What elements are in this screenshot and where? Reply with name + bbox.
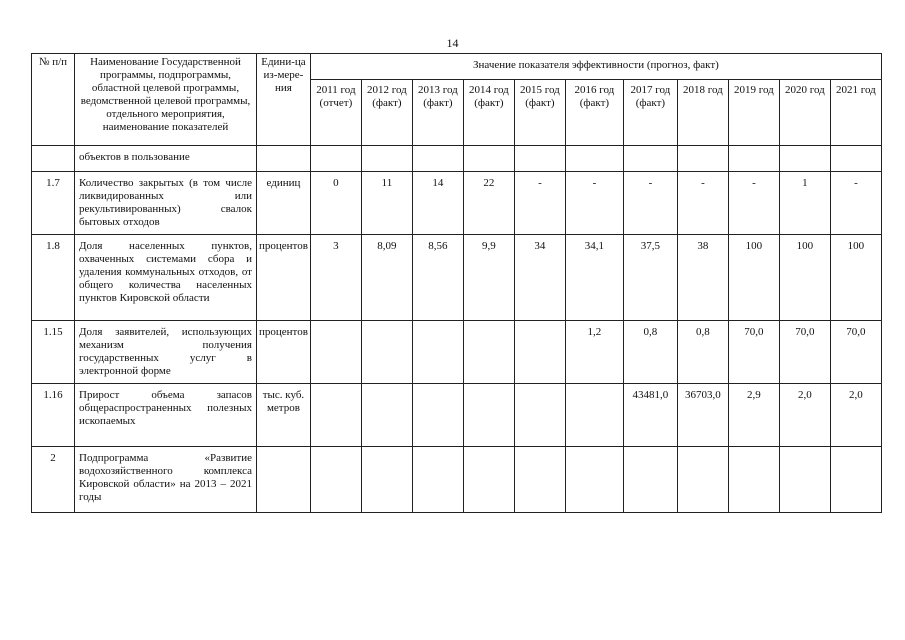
page-number: 14: [446, 36, 459, 50]
row-value: [463, 384, 514, 447]
table-row: [32, 235, 882, 321]
row-value: 34: [514, 235, 565, 321]
header-year: 2012 год (факт): [361, 80, 412, 146]
header-name: Наименование Государственной программы, подпрограммы, областной целевой программы, ведомственной целевой программы, отдельного мероприятия, наименование показателей: [75, 54, 257, 146]
row-num: 1.15: [32, 321, 75, 384]
row-value: [565, 447, 623, 513]
table-body: [32, 146, 882, 513]
row-value: 2,0: [830, 384, 881, 447]
row-value: [412, 321, 463, 384]
header-year: 2019 год: [728, 80, 779, 146]
indicators-table: [31, 53, 882, 513]
row-value: 0,8: [677, 321, 728, 384]
row-value: [677, 146, 728, 172]
row-num: 1.8: [32, 235, 75, 321]
row-value: [361, 447, 412, 513]
header-year: 2013 год (факт): [412, 80, 463, 146]
table-row: [32, 384, 882, 447]
row-value: [412, 447, 463, 513]
row-value: [830, 146, 881, 172]
row-num: 1.16: [32, 384, 75, 447]
row-value: [514, 384, 565, 447]
header-year: 2014 год (факт): [463, 80, 514, 146]
row-value: [779, 146, 830, 172]
row-value: 14: [412, 172, 463, 235]
row-value: 100: [830, 235, 881, 321]
row-value: [412, 146, 463, 172]
row-value: [514, 447, 565, 513]
row-value: 8,09: [361, 235, 412, 321]
row-value: -: [514, 172, 565, 235]
table-row: [32, 321, 882, 384]
row-value: 0,8: [623, 321, 677, 384]
row-value: [830, 447, 881, 513]
row-name: Прирост объема запасов общераспространенных полезных ископаемых: [75, 384, 257, 447]
row-value: [310, 447, 361, 513]
row-value: [728, 146, 779, 172]
row-value: 9,9: [463, 235, 514, 321]
row-unit: тыс. куб. метров: [257, 384, 311, 447]
row-unit: процентов: [257, 321, 311, 384]
row-value: [361, 384, 412, 447]
table-header: [32, 54, 882, 146]
row-name: Доля населенных пунктов, охваченных системами сбора и удаления коммунальных отходов, от общего количества населенных пунктов Кировской области: [75, 235, 257, 321]
row-value: [514, 146, 565, 172]
row-value: [677, 447, 728, 513]
row-value: [361, 321, 412, 384]
row-value: [310, 384, 361, 447]
row-value: 37,5: [623, 235, 677, 321]
row-unit: [257, 447, 311, 513]
row-value: [623, 447, 677, 513]
row-value: [463, 321, 514, 384]
row-value: [412, 384, 463, 447]
header-year: 2015 год (факт): [514, 80, 565, 146]
row-value: [565, 384, 623, 447]
row-value: 100: [779, 235, 830, 321]
row-value: 3: [310, 235, 361, 321]
row-value: [310, 146, 361, 172]
row-value: [463, 146, 514, 172]
row-value: -: [830, 172, 881, 235]
row-value: 1,2: [565, 321, 623, 384]
header-year: 2011 год (отчет): [310, 80, 361, 146]
header-values-title: Значение показателя эффективности (прогноз, факт): [310, 54, 881, 80]
row-name: Доля заявителей, использующих механизм получения государственных услуг в электронной форме: [75, 321, 257, 384]
row-value: [361, 146, 412, 172]
row-num: 1.7: [32, 172, 75, 235]
row-unit: единиц: [257, 172, 311, 235]
row-value: -: [728, 172, 779, 235]
row-value: -: [677, 172, 728, 235]
row-value: 70,0: [779, 321, 830, 384]
row-value: 0: [310, 172, 361, 235]
row-value: 2,9: [728, 384, 779, 447]
row-value: [623, 146, 677, 172]
row-value: 8,56: [412, 235, 463, 321]
table-row: [32, 447, 882, 513]
row-value: 22: [463, 172, 514, 235]
table-row: [32, 146, 882, 172]
row-value: 38: [677, 235, 728, 321]
row-name: Количество закрытых (в том числе ликвидированных или рекультивированных) свалок бытовых отходов: [75, 172, 257, 235]
row-value: -: [565, 172, 623, 235]
header-year: 2020 год: [779, 80, 830, 146]
row-value: 11: [361, 172, 412, 235]
row-value: [779, 447, 830, 513]
row-value: 2,0: [779, 384, 830, 447]
row-unit: [257, 146, 311, 172]
row-name: объектов в пользование: [75, 146, 257, 172]
row-value: 100: [728, 235, 779, 321]
header-num: № п/п: [32, 54, 75, 146]
header-year: 2017 год (факт): [623, 80, 677, 146]
row-value: 34,1: [565, 235, 623, 321]
header-unit: Едини-ца из-мере-ния: [257, 54, 311, 146]
header-year: 2016 год (факт): [565, 80, 623, 146]
row-value: [728, 447, 779, 513]
row-value: [463, 447, 514, 513]
header-year: 2021 год: [830, 80, 881, 146]
row-value: 70,0: [728, 321, 779, 384]
row-value: -: [623, 172, 677, 235]
row-name: Подпрограмма «Развитие водохозяйственного комплекса Кировской области» на 2013 – 2021 годы: [75, 447, 257, 513]
row-value: 36703,0: [677, 384, 728, 447]
row-value: [310, 321, 361, 384]
row-value: 43481,0: [623, 384, 677, 447]
row-value: 70,0: [830, 321, 881, 384]
row-num: [32, 146, 75, 172]
row-value: [565, 146, 623, 172]
row-unit: процентов: [257, 235, 311, 321]
row-value: [514, 321, 565, 384]
table-row: [32, 172, 882, 235]
row-num: 2: [32, 447, 75, 513]
header-year: 2018 год: [677, 80, 728, 146]
row-value: 1: [779, 172, 830, 235]
